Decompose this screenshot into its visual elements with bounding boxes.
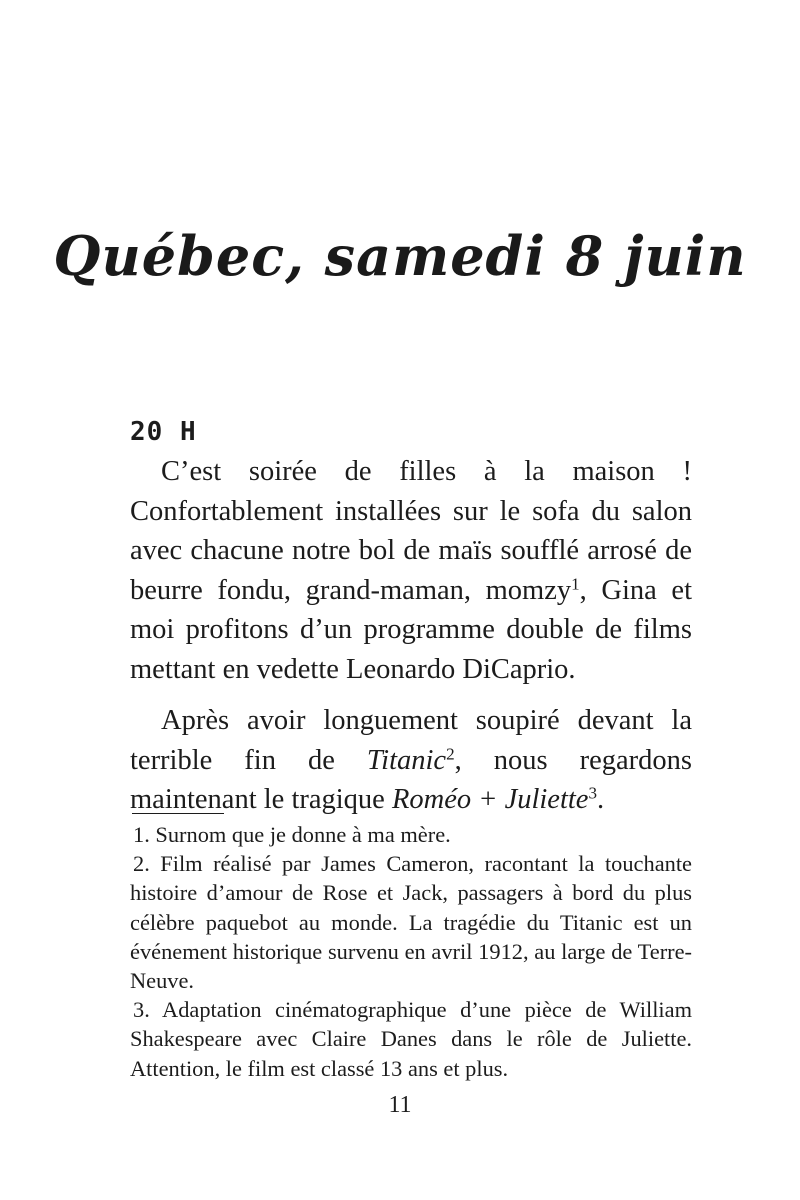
footnote-ref-2: 2 — [446, 744, 455, 764]
footnote-separator — [132, 813, 224, 814]
paragraph-1-text: C’est soirée de filles à la maison ! Confortablement installées sur le sofa du salon avec chacune notre bol de maïs soufflé arrosé de beurre fondu, grand-maman, momzy — [130, 456, 692, 606]
paragraph-1 — [130, 452, 692, 689]
footnotes — [130, 820, 692, 1083]
film-title-romeo-juliette: Roméo + Juliette — [391, 784, 589, 815]
footnote-1: 1. Surnom que je donne à ma mère. — [133, 822, 451, 847]
paragraph-2-text: Après avoir longuement soupiré devant la terrible fin de — [130, 705, 692, 776]
page-number: 11 — [388, 1092, 412, 1118]
paragraph-2 — [130, 701, 692, 820]
footnote-ref-3: 3 — [588, 783, 597, 803]
footnote-3: 3. Adaptation cinématographique d’une pièce de William Shakespeare avec Claire Danes dans le rôle de Juliette. Attention, le film est classé 13 ans et plus. — [130, 997, 692, 1081]
chapter-title: Québec, samedi 8 juin — [53, 224, 747, 288]
time-heading: 20 H — [130, 417, 197, 447]
footnote-2: 2. Film réalisé par James Cameron, racontant la touchante histoire d’amour de Rose et Jack, passagers à bord du plus célèbre paquebot au monde. La tragédie du Titanic est un événement historique survenu en avril 1912, au large de Terre-Neuve. — [130, 851, 692, 994]
film-title-titanic: Titanic — [366, 744, 447, 776]
body-text — [130, 452, 692, 820]
paragraph-1-text-continued: , Gina et moi profitons d’un programme double de films mettant en vedette Leonardo DiCaprio. — [130, 574, 692, 685]
paragraph-2-text-end: . — [597, 784, 605, 815]
paragraph-2-text-continued: , nous regardons maintenant le tragique — [130, 744, 692, 815]
footnote-ref-1: 1 — [571, 574, 580, 594]
